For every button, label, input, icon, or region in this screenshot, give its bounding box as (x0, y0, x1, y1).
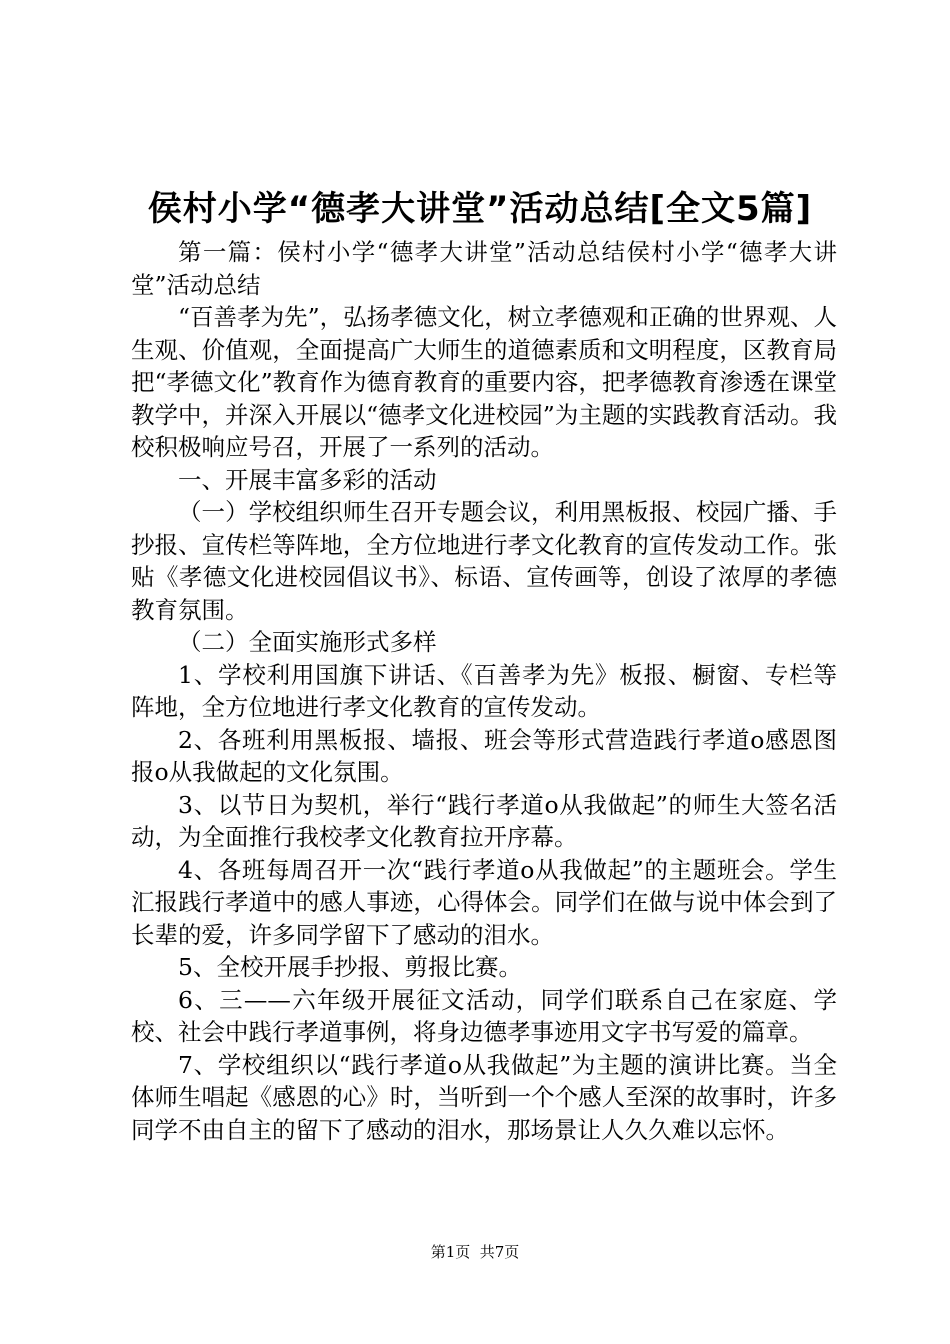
document-body (131, 236, 837, 1146)
list-item-1: 1、学校利用国旗下讲话、《百善孝为先》板报、橱窗、专栏等阵地，全方位地进行孝文化教育的宣传发动。 (131, 660, 837, 721)
paragraph-intro-heading: 第一篇：侯村小学“德孝大讲堂”活动总结侯村小学“德孝大讲堂”活动总结 (131, 238, 837, 299)
list-item-6: 6、三——六年级开展征文活动，同学们联系自己在家庭、学校、社会中践行孝道事例，将身边德孝事迹用文字书写爱的篇章。 (131, 985, 837, 1046)
list-item-3: 3、以节日为契机，举行“践行孝道ο从我做起”的师生大签名活动，为全面推行我校孝文化教育拉开序幕。 (131, 790, 837, 851)
page-footer: 第1页 共7页 (430, 1243, 520, 1261)
list-item-4: 4、各班每周召开一次“践行孝道ο从我做起”的主题班会。学生汇报践行孝道中的感人事迹，心得体会。同学们在做与说中体会到了长辈的爱，许多同学留下了感动的泪水。 (131, 855, 837, 949)
section-heading-activities: 一、开展丰富多彩的活动 (178, 465, 437, 494)
list-item-2: 2、各班利用黑板报、墙报、班会等形式营造践行孝道ο感恩图报ο从我做起的文化氛围。 (131, 725, 837, 786)
list-item-7: 7、学校组织以“践行孝道ο从我做起”为主题的演讲比赛。当全体师生唱起《感恩的心》时，当听到一个个感人至深的故事时，许多同学不由自主的留下了感动的泪水，那场景让人久久难以忘怀。 (131, 1050, 837, 1144)
list-item-5: 5、全校开展手抄报、剪报比赛。 (178, 953, 522, 981)
paragraph-overview: “百善孝为先”，弘扬孝德文化，树立孝德观和正确的世界观、人生观、价值观，全面提高广大师生的道德素质和文明程度，区教育局把“孝德文化”教育作为德育教育的重要内容，把孝德教育渗透在课堂教学中，并深入开展以“德孝文化进校园”为主题的实践教育活动。我校积极响应号召，开展了一系列的活动。 (131, 303, 837, 461)
paragraph-subsection-1: （一）学校组织师生召开专题会议，利用黑板报、校园广播、手抄报、宣传栏等阵地，全方位地进行孝文化教育的宣传发动工作。张贴《孝德文化进校园倡议书》、标语、宣传画等，创设了浓厚的孝德教育氛围。 (131, 498, 837, 624)
document-title: 侯村小学“德孝大讲堂”活动总结[全文5篇] (147, 189, 813, 229)
subsection-heading-2: （二）全面实施形式多样 (178, 628, 437, 656)
